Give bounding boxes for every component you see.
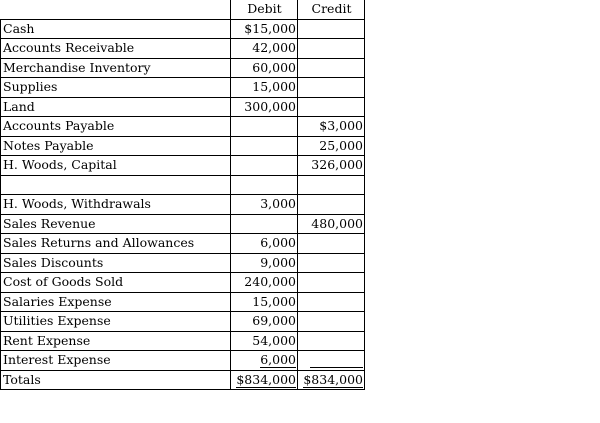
account-name: Supplies [1, 78, 231, 98]
account-name [1, 175, 231, 195]
account-name: H. Woods, Withdrawals [1, 195, 231, 215]
totals-credit [298, 370, 365, 390]
credit-amount [298, 351, 365, 371]
table-row [1, 19, 365, 39]
account-name: Rent Expense [1, 331, 231, 351]
credit-amount: $3,000 [298, 117, 365, 137]
table-row [1, 39, 365, 59]
debit-amount [231, 214, 298, 234]
subtotal-rule [310, 367, 363, 368]
account-name: Sales Returns and Allowances [1, 234, 231, 254]
header-account-cell [1, 0, 231, 19]
credit-amount: 480,000 [298, 214, 365, 234]
table-row [1, 351, 365, 371]
table-row [1, 136, 365, 156]
debit-amount: $15,000 [231, 19, 298, 39]
table-row [1, 156, 365, 176]
credit-amount [298, 195, 365, 215]
totals-label: Totals [1, 370, 231, 390]
header-row [1, 0, 365, 19]
debit-amount: 300,000 [231, 97, 298, 117]
debit-amount [231, 136, 298, 156]
account-name: Cash [1, 19, 231, 39]
credit-amount: 25,000 [298, 136, 365, 156]
debit-amount: 60,000 [231, 58, 298, 78]
debit-amount: 9,000 [231, 253, 298, 273]
table-row [1, 58, 365, 78]
credit-amount [298, 253, 365, 273]
table-row [1, 78, 365, 98]
header-debit: Debit [231, 0, 298, 19]
totals-debit [231, 370, 298, 390]
credit-amount [298, 292, 365, 312]
debit-amount: 15,000 [231, 292, 298, 312]
table-row [1, 312, 365, 332]
debit-amount: 240,000 [231, 273, 298, 293]
credit-amount [298, 234, 365, 254]
account-name: Sales Revenue [1, 214, 231, 234]
debit-amount: 3,000 [231, 195, 298, 215]
account-name: Salaries Expense [1, 292, 231, 312]
debit-amount: 54,000 [231, 331, 298, 351]
blank-row [1, 175, 365, 195]
table-row [1, 97, 365, 117]
account-name: Utilities Expense [1, 312, 231, 332]
totals-row [1, 370, 365, 390]
account-name: Notes Payable [1, 136, 231, 156]
credit-amount: 326,000 [298, 156, 365, 176]
header-credit: Credit [298, 0, 365, 19]
account-name: Merchandise Inventory [1, 58, 231, 78]
account-name: H. Woods, Capital [1, 156, 231, 176]
credit-amount [298, 78, 365, 98]
debit-amount-underlined: 6,000 [260, 352, 296, 367]
credit-amount [298, 19, 365, 39]
table-row [1, 234, 365, 254]
credit-amount [298, 97, 365, 117]
credit-amount [298, 39, 365, 59]
account-name: Interest Expense [1, 351, 231, 371]
account-name: Cost of Goods Sold [1, 273, 231, 293]
debit-amount: 6,000 [231, 234, 298, 254]
credit-amount [298, 175, 365, 195]
credit-amount [298, 331, 365, 351]
table-row [1, 195, 365, 215]
debit-amount [231, 351, 298, 371]
credit-amount [298, 312, 365, 332]
totals-credit-amount: $834,000 [303, 372, 363, 390]
credit-amount [298, 273, 365, 293]
debit-amount: 15,000 [231, 78, 298, 98]
table-row [1, 292, 365, 312]
account-name: Accounts Receivable [1, 39, 231, 59]
account-name: Sales Discounts [1, 253, 231, 273]
totals-debit-amount: $834,000 [236, 372, 296, 390]
debit-amount [231, 156, 298, 176]
debit-amount [231, 117, 298, 137]
account-name: Accounts Payable [1, 117, 231, 137]
debit-amount: 42,000 [231, 39, 298, 59]
table-row [1, 331, 365, 351]
account-name: Land [1, 97, 231, 117]
debit-amount [231, 175, 298, 195]
table-row [1, 273, 365, 293]
table-row [1, 214, 365, 234]
table-row [1, 253, 365, 273]
debit-amount: 69,000 [231, 312, 298, 332]
credit-amount [298, 58, 365, 78]
table-row [1, 117, 365, 137]
